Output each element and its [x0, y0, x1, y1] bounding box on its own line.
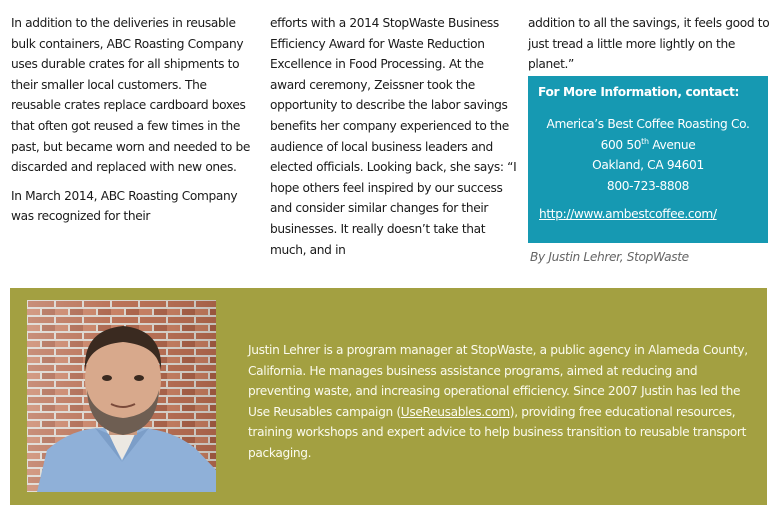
contact-address: [528, 114, 768, 196]
contact-street: [528, 135, 768, 156]
article-paragraph: In March 2014, ABC Roasting Company was recognized for their: [11, 188, 238, 224]
contact-phone: 800-723-8808: [606, 178, 690, 193]
usereusables-link[interactable]: UseReusables.com: [400, 404, 510, 419]
author-bio-text: [248, 340, 758, 464]
article-paragraph: efforts with a 2014 StopWaste Business Efficiency Award for Waste Reduction Excellence in Food Processing. At the award ceremony, Zeissner took the opportunity to describe the labor savings benefits her company experienced to the audience of local business leaders and elected officials. Looking back, she says: “I hope others feel inspired by our success and consider similar changes for their businesses. It really doesn’t take that much, and in: [270, 16, 517, 257]
contact-website-link[interactable]: http://www.ambestcoffee.com/: [539, 207, 717, 221]
article-column-1: [11, 13, 251, 235]
contact-heading: For More Information, contact:: [538, 85, 739, 99]
article-column-2: [270, 13, 518, 268]
byline: By Justin Lehrer, StopWaste: [530, 250, 689, 264]
street-name: Avenue: [648, 137, 696, 152]
contact-company: America’s Best Coffee Roasting Co.: [546, 117, 750, 131]
author-portrait-image: [27, 300, 216, 492]
author-bio-box: [10, 288, 767, 505]
street-number: 600 50: [600, 137, 642, 152]
bio-text-start: Justin Lehrer is a program manager at StopWaste, a public agency in Alameda County, California. He manages business assistance programs, aimed at reducing and preventing waste, and increasing operational efficiency. Since 2007 Justin has led the Use Reusables campaign (: [248, 343, 748, 419]
bio-text-end: ), providing free educational resources, training workshops and expert advice to help business transition to reusable transport packaging.: [248, 404, 747, 460]
street-suffix: th: [641, 136, 649, 146]
contact-box: [528, 76, 768, 243]
article-column-3: [528, 13, 778, 83]
author-photo: [27, 300, 216, 492]
contact-city: Oakland, CA 94601: [592, 158, 704, 172]
article-paragraph: In addition to the deliveries in reusable bulk containers, ABC Roasting Company uses durable crates for all shipments to their smaller local customers. The reusable crates replace cardboard boxes that often got reused a few times in the past, but became worn and needed to be discarded and replaced with new ones.: [11, 16, 251, 175]
article-paragraph: addition to all the savings, it feels good to just tread a little more lightly on the planet.”: [528, 16, 770, 72]
